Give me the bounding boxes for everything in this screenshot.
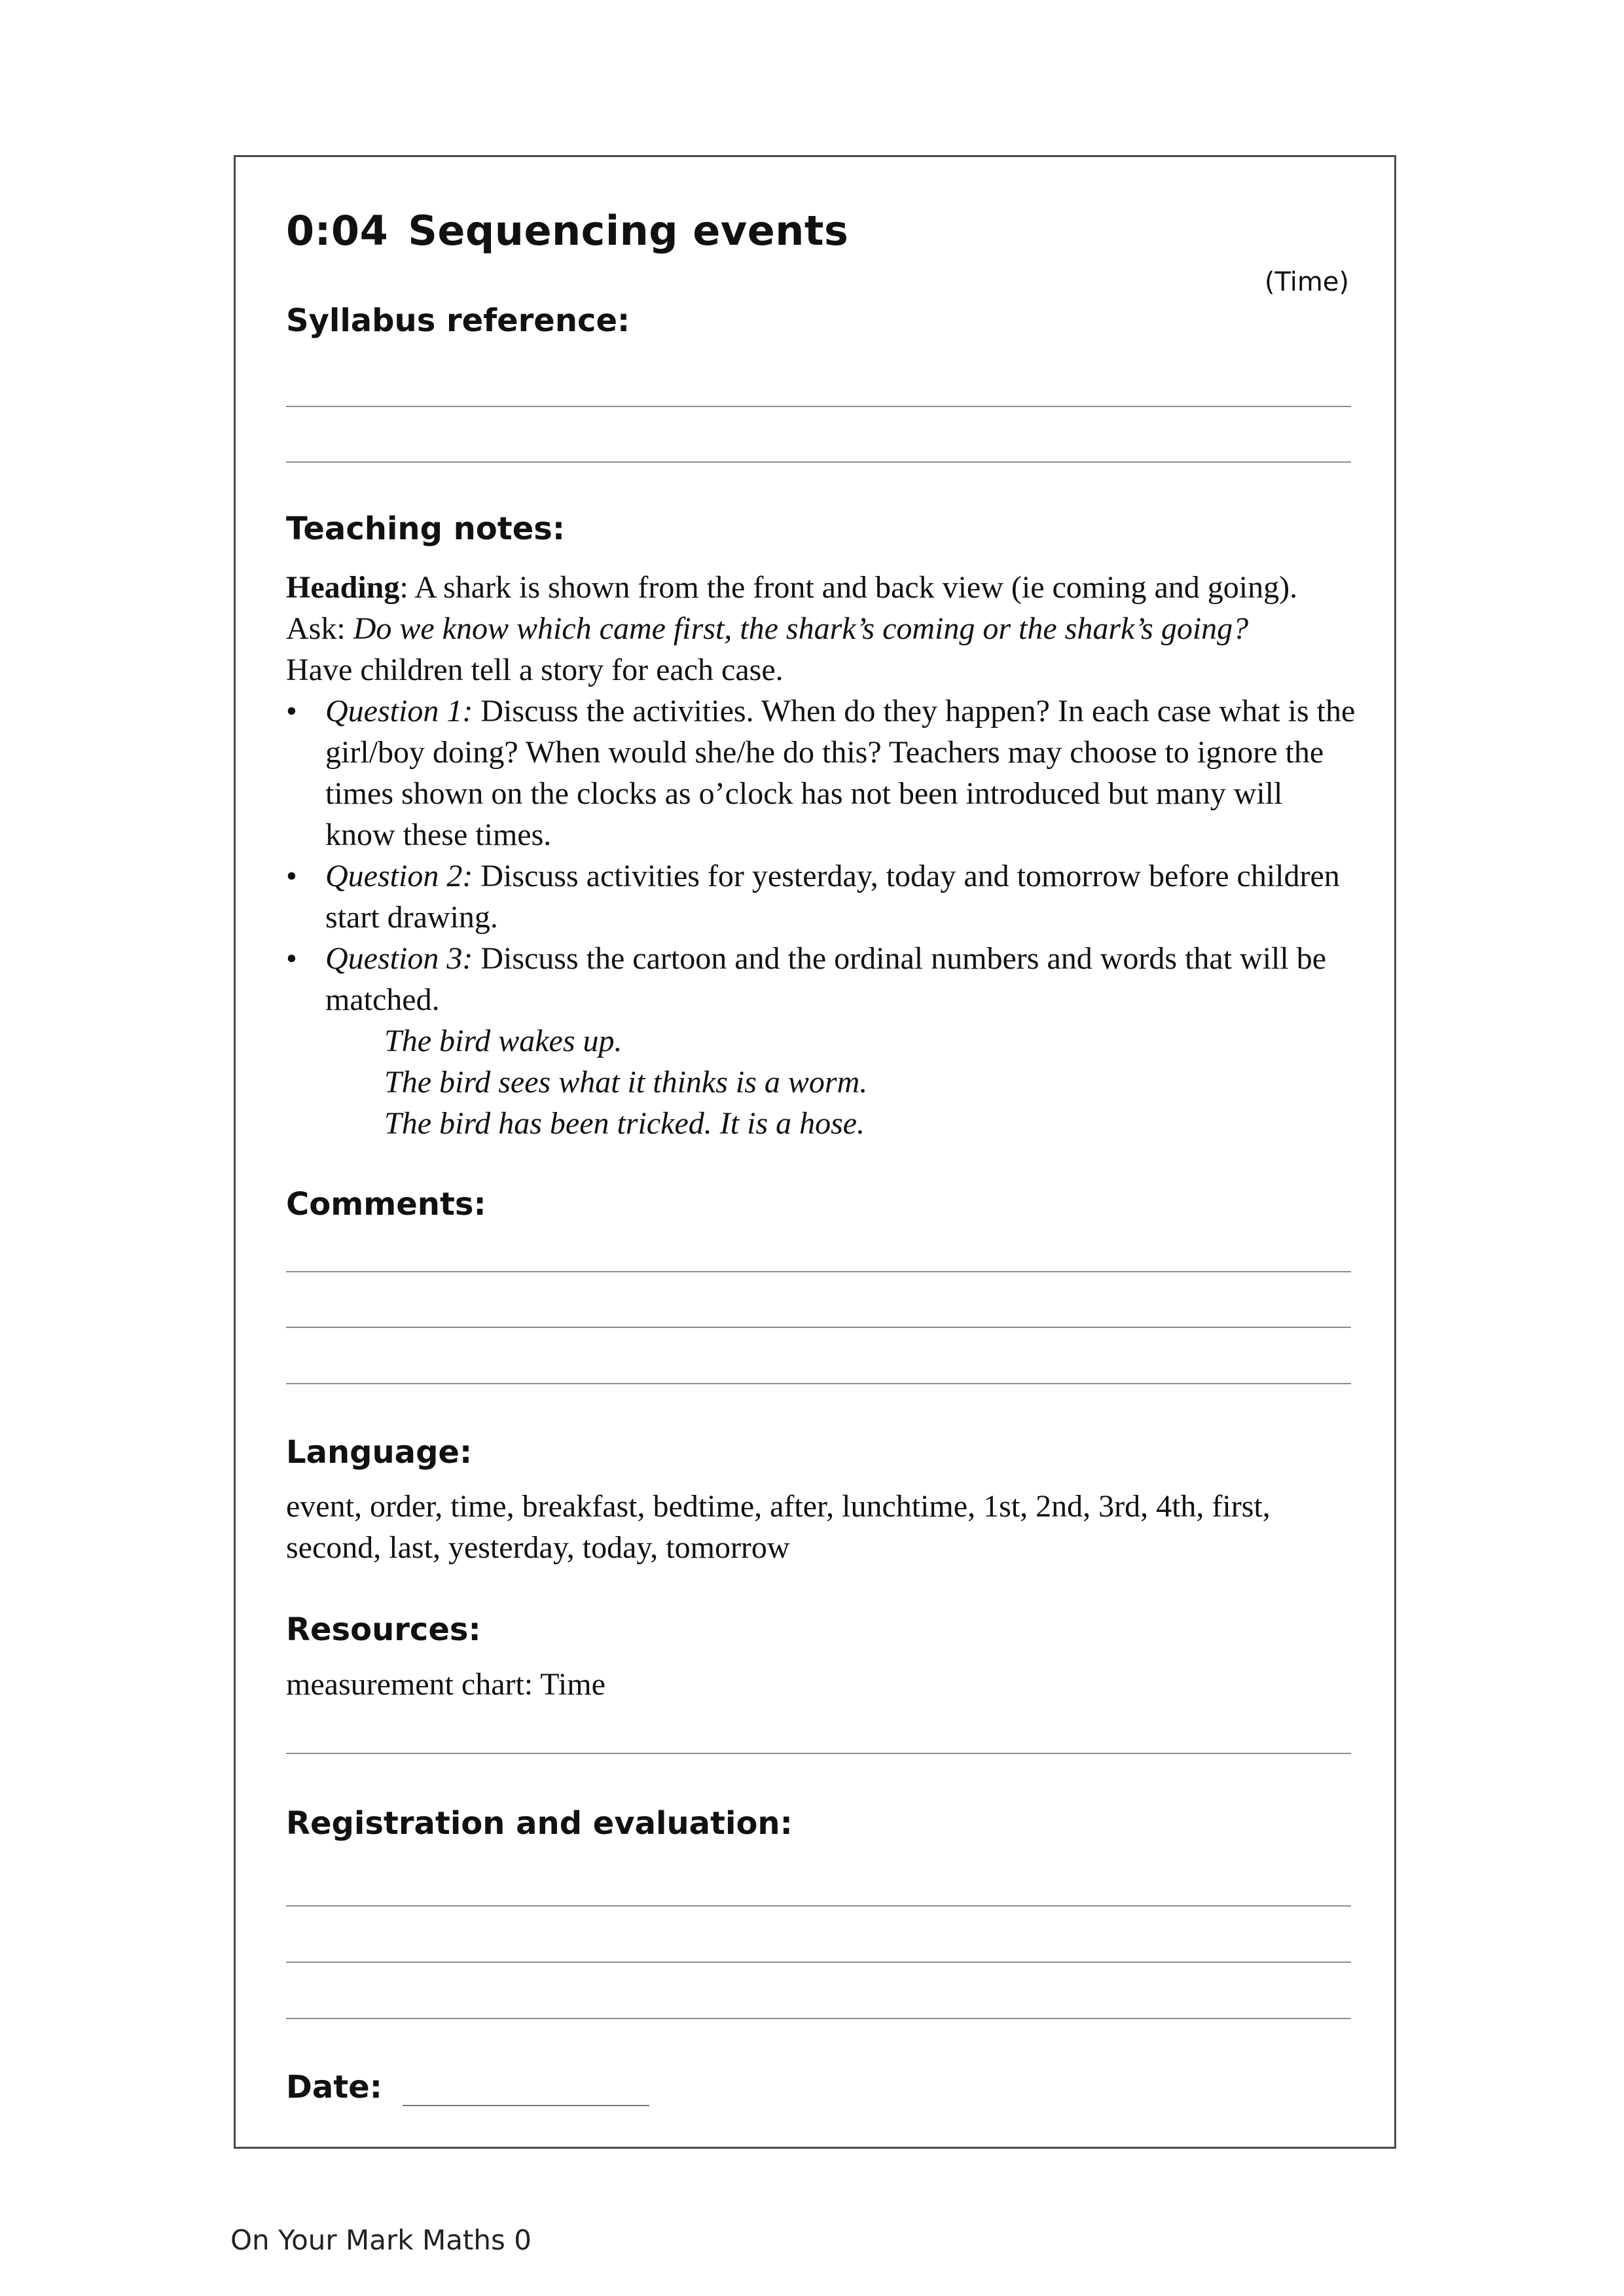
- question-2-text: Discuss activities for yesterday, today and tomorrow before children start drawing.: [325, 859, 1340, 935]
- syllabus-line-1: [286, 406, 1351, 407]
- syllabus-heading: Syllabus reference:: [286, 302, 630, 339]
- bullet-icon: •: [286, 694, 297, 728]
- registration-line-3: [286, 2018, 1351, 2019]
- ask-label: Ask:: [286, 611, 353, 646]
- date-label: Date:: [286, 2069, 382, 2106]
- bullet-icon: •: [286, 859, 297, 893]
- comments-line-2: [286, 1327, 1351, 1328]
- story-note: Have children tell a story for each case.: [286, 653, 784, 687]
- bullet-icon: •: [286, 941, 297, 976]
- comments-line-3: [286, 1383, 1351, 1384]
- registration-line-1: [286, 1905, 1351, 1907]
- story-line-2: The bird sees what it thinks is a worm.: [384, 1065, 868, 1100]
- question-2-note: [286, 855, 1360, 938]
- registration-line-2: [286, 1962, 1351, 1963]
- date-field[interactable]: [403, 2105, 649, 2106]
- question-1-label: Question 1:: [325, 694, 473, 728]
- strand-tag: (Time): [1264, 267, 1349, 297]
- page-title: [286, 207, 848, 255]
- question-3-note: [286, 938, 1360, 1020]
- resources-heading: Resources:: [286, 1611, 481, 1648]
- page-footer: On Your Mark Maths 0: [230, 2224, 532, 2256]
- comments-heading: Comments:: [286, 1186, 486, 1223]
- heading-note-label: Heading: [286, 570, 400, 605]
- question-1-text: Discuss the activities. When do they happen? In each case what is the girl/boy doing? When would she/he do this? Teachers may choose to ignore the times shown on the clocks as o’clock has not been introduced but many will know these times.: [325, 694, 1356, 852]
- heading-note: [286, 567, 1360, 608]
- resources-text: measurement chart: Time: [286, 1667, 605, 1702]
- question-1-note: [286, 691, 1360, 855]
- language-heading: Language:: [286, 1434, 473, 1471]
- syllabus-line-2: [286, 461, 1351, 463]
- language-text: event, order, time, breakfast, bedtime, after, lunchtime, 1st, 2nd, 3rd, 4th, first, second, last, yesterday, today, tomorrow: [286, 1489, 1271, 1565]
- question-3-label: Question 3:: [325, 941, 473, 976]
- question-2-label: Question 2:: [325, 859, 473, 893]
- lesson-title: Sequencing events: [408, 207, 849, 255]
- comments-line-1: [286, 1271, 1351, 1272]
- teaching-notes-heading: Teaching notes:: [286, 511, 566, 547]
- lesson-code: 0:04: [286, 207, 389, 255]
- story-line-1: The bird wakes up.: [384, 1024, 623, 1058]
- page-frame: [234, 155, 1396, 2149]
- ask-note: [286, 608, 1360, 649]
- heading-note-text: : A shark is shown from the front and back view (ie coming and going).: [399, 570, 1298, 605]
- ask-question: Do we know which came first, the shark’s coming or the shark’s going?: [353, 611, 1249, 646]
- teaching-notes-body: [286, 567, 1360, 1144]
- registration-heading: Registration and evaluation:: [286, 1805, 793, 1842]
- story-line-3: The bird has been tricked. It is a hose.: [384, 1106, 865, 1141]
- question-3-text: Discuss the cartoon and the ordinal numbers and words that will be matched.: [325, 941, 1327, 1017]
- resources-line: [286, 1753, 1351, 1754]
